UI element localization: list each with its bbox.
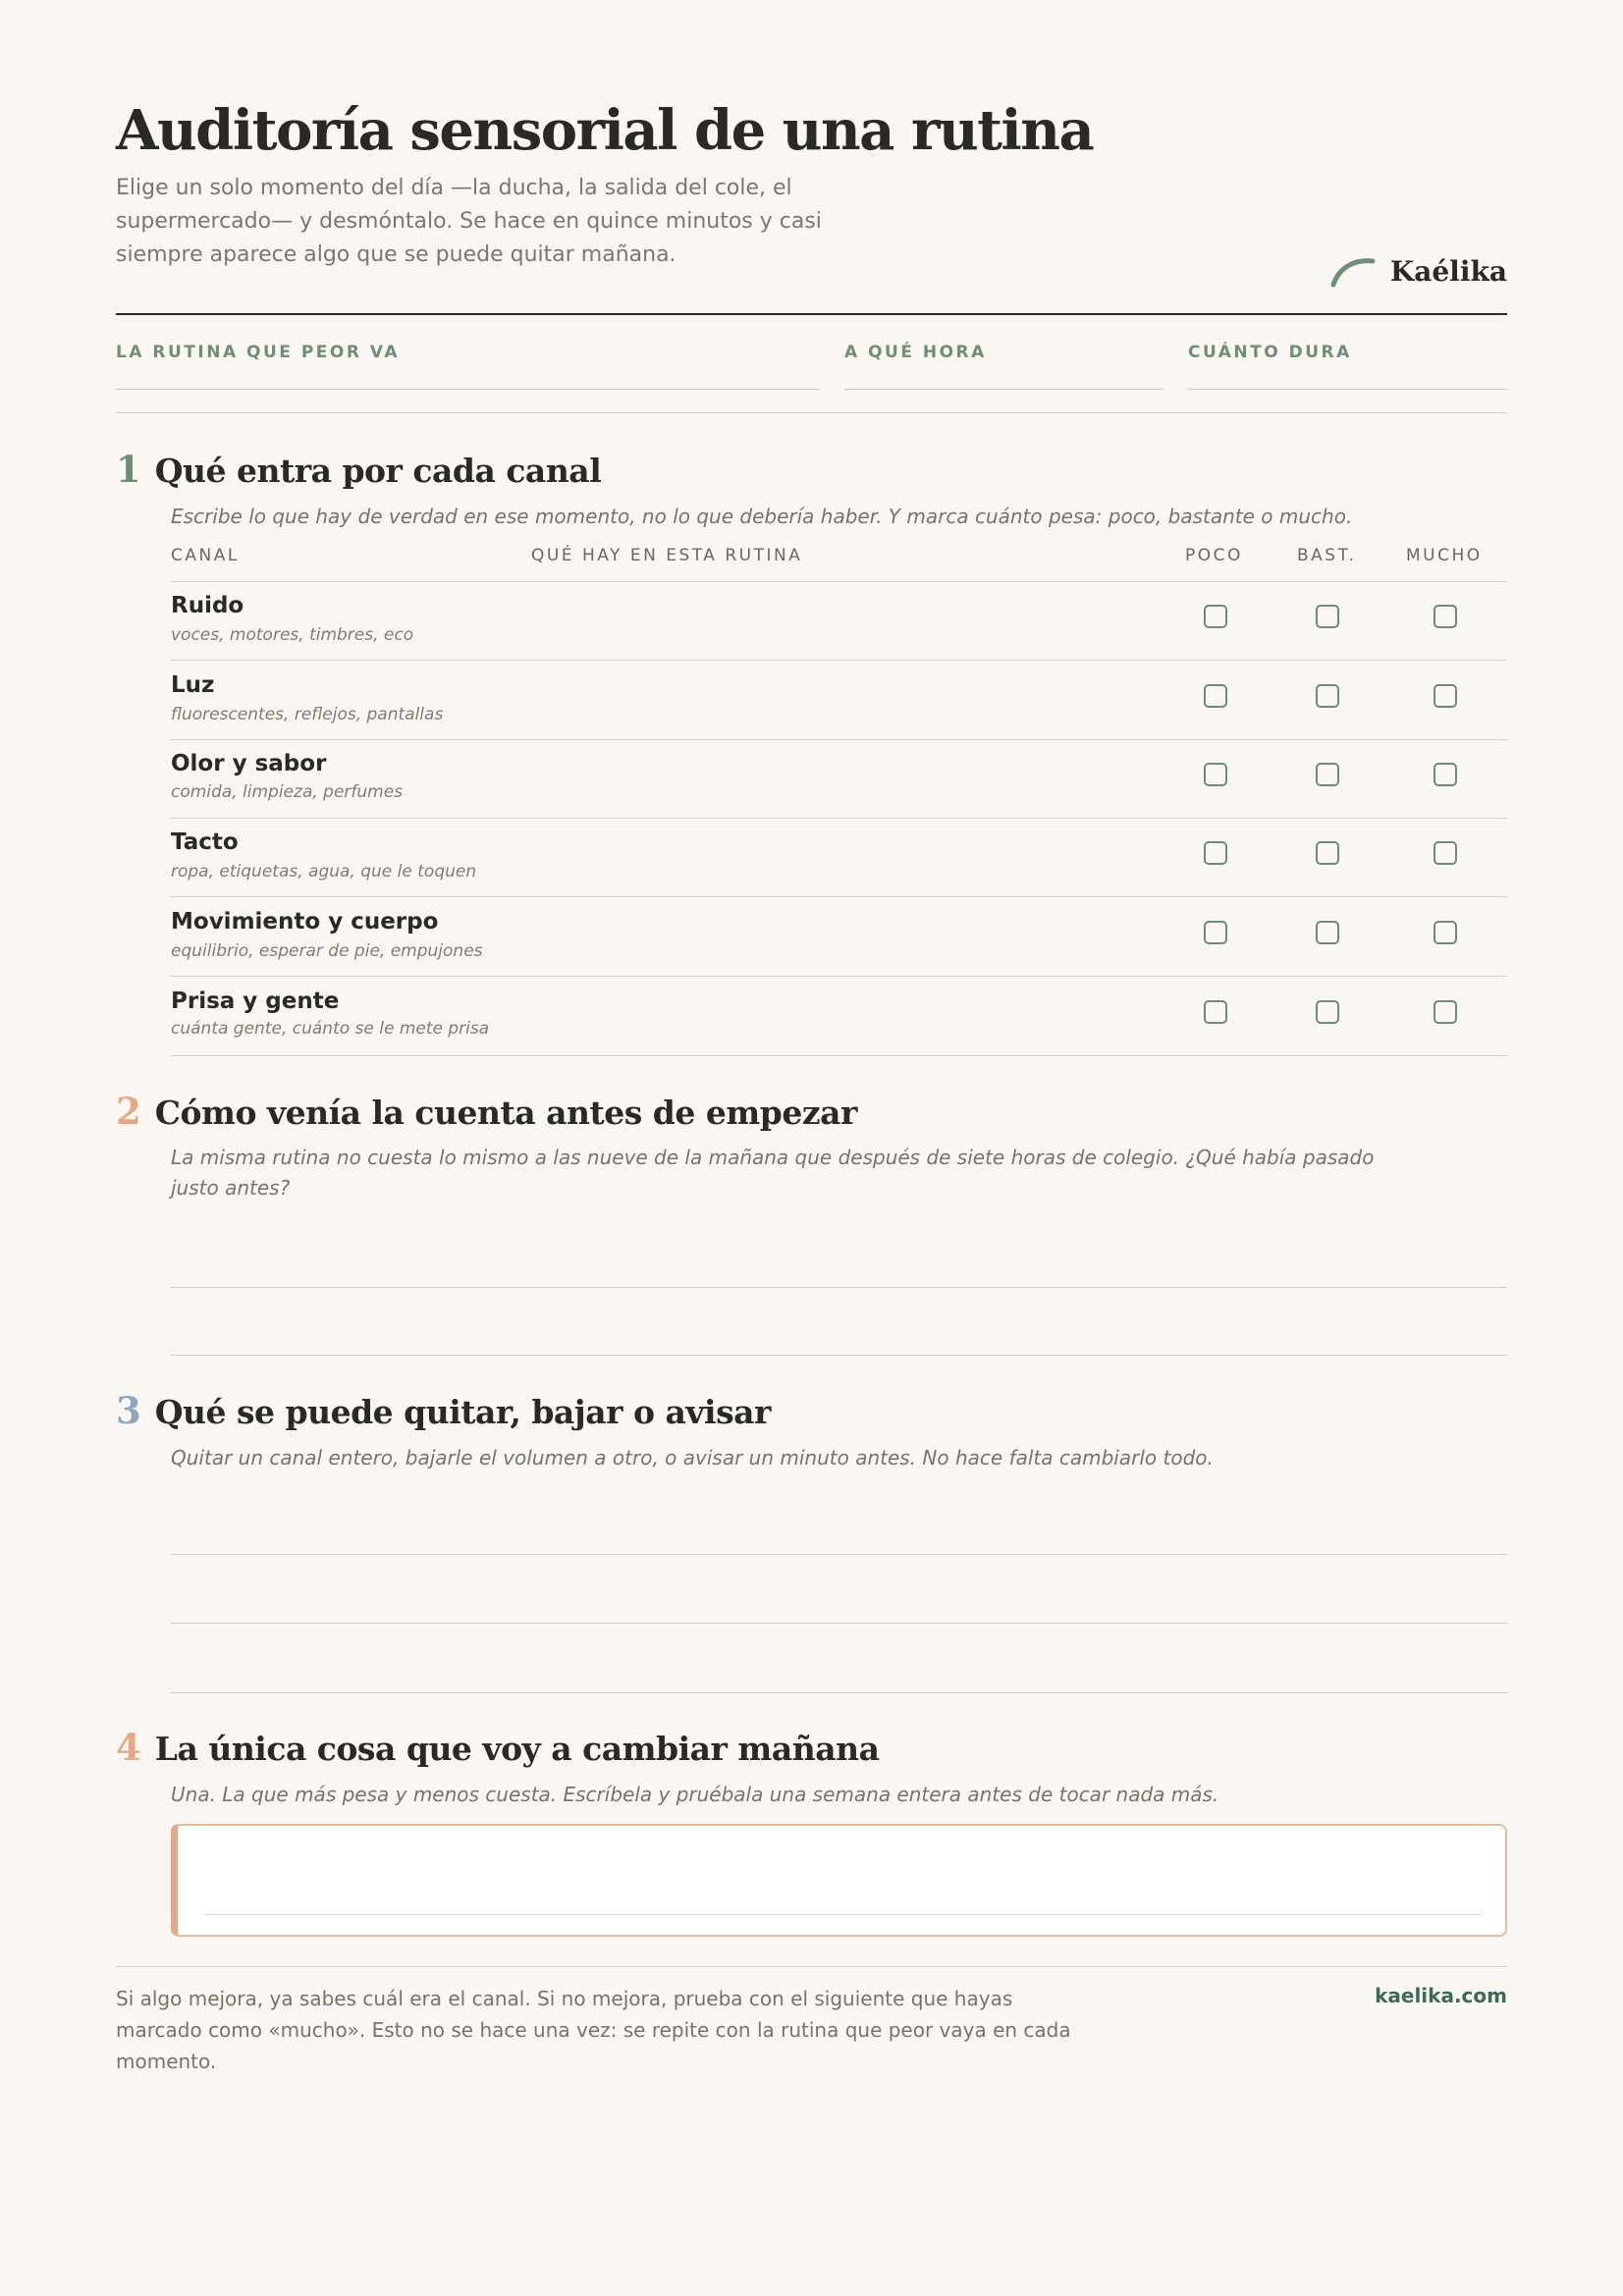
section-2-title: Cómo venía la cuenta antes de empezar [154, 1094, 857, 1132]
table-row-divider [171, 818, 1507, 819]
section-2-heading [116, 1090, 857, 1133]
section-4-number: 4 [116, 1726, 141, 1769]
section-1-heading [116, 448, 601, 491]
checkbox-movement-high[interactable] [1434, 921, 1457, 944]
section-2-description: La misma rutina no cuesta lo mismo a las nueve de la mañana que después de siete horas de colegio. ¿Qué había pasado justo antes? [171, 1146, 1375, 1200]
checkbox-touch-low[interactable] [1204, 841, 1227, 865]
section-2-number: 2 [116, 1090, 141, 1133]
page-title: Auditoría sensorial de una rutina [116, 98, 1094, 163]
intro-text: Elige un solo momento del día —la ducha, la salida del cole, el supermercado— y desmóntalo. Se hace en quince minutos y casi siempre aparece algo que se puede quitar mañana. [116, 176, 822, 267]
writing-line[interactable] [171, 1554, 1507, 1555]
checkbox-movement-low[interactable] [1204, 921, 1227, 944]
writing-line[interactable] [171, 1287, 1507, 1288]
row-hint-rush-people: cuánta gente, cuánto se le mete prisa [171, 1019, 490, 1039]
checkbox-light-low[interactable] [1204, 684, 1227, 708]
answer-writing-line [205, 1914, 1482, 1915]
writing-line[interactable] [171, 1623, 1507, 1624]
row-name-light: Luz [171, 672, 215, 698]
commitment-answer-box[interactable] [171, 1824, 1507, 1937]
checkbox-rush-people-mid[interactable] [1316, 1000, 1339, 1024]
table-row-divider [171, 1055, 1507, 1056]
section-4-title: La única cosa que voy a cambiar mañana [154, 1730, 880, 1768]
row-name-rush-people: Prisa y gente [171, 988, 340, 1014]
footer-website-link[interactable]: kaelika.com [1375, 1984, 1507, 2007]
table-row-divider [171, 739, 1507, 740]
row-name-movement: Movimiento y cuerpo [171, 909, 439, 934]
routine-field[interactable] [116, 389, 820, 390]
row-name-touch: Tacto [171, 829, 239, 855]
col-header-channel: CANAL [171, 546, 240, 565]
checkbox-noise-mid[interactable] [1316, 605, 1339, 628]
row-hint-smell-taste: comida, limpieza, perfumes [171, 782, 404, 802]
section-1-description: Escribe lo que hay de verdad en ese momento, no lo que debería haber. Y marca cuánto pesa: poco, bastante o mucho. [171, 505, 1353, 528]
row-name-smell-taste: Olor y sabor [171, 751, 327, 776]
brand-arc-icon [1329, 253, 1379, 289]
row-name-noise: Ruido [171, 593, 244, 618]
writing-line[interactable] [171, 1355, 1507, 1356]
checkbox-touch-mid[interactable] [1316, 841, 1339, 865]
table-row-divider [171, 976, 1507, 977]
table-row-divider [171, 660, 1507, 661]
footer-note: Si algo mejora, ya sabes cuál era el canal. Si no mejora, prueba con el siguiente que hayas marcado como «mucho». Esto no se hace una vez: se repite con la rutina que peor vaya en cada momento. [116, 1987, 1071, 2073]
section-3-heading [116, 1389, 771, 1432]
checkbox-smell-taste-low[interactable] [1204, 763, 1227, 786]
row-hint-touch: ropa, etiquetas, agua, que le toquen [171, 862, 477, 881]
writing-line[interactable] [171, 1692, 1507, 1693]
section-3-number: 3 [116, 1389, 141, 1432]
col-header-low: POCO [1185, 546, 1243, 565]
checkbox-noise-high[interactable] [1434, 605, 1457, 628]
table-row-divider [171, 896, 1507, 897]
checkbox-noise-low[interactable] [1204, 605, 1227, 628]
time-label: A QUÉ HORA [844, 343, 987, 362]
row-hint-noise: voces, motores, timbres, eco [171, 625, 414, 645]
section-3-title: Qué se puede quitar, bajar o avisar [154, 1393, 771, 1431]
col-header-high: MUCHO [1406, 546, 1483, 565]
brand-name: Kaélika [1389, 254, 1507, 288]
checkbox-light-high[interactable] [1434, 684, 1457, 708]
checkbox-smell-taste-high[interactable] [1434, 763, 1457, 786]
row-hint-light: fluorescentes, reflejos, pantallas [171, 705, 444, 724]
footer-divider [116, 1966, 1507, 1967]
section-4-description: Una. La que más pesa y menos cuesta. Escríbela y pruébala una semana entera antes de tocar nada más. [171, 1783, 1219, 1806]
checkbox-movement-mid[interactable] [1316, 921, 1339, 944]
row-hint-movement: equilibrio, esperar de pie, empujones [171, 941, 483, 961]
section-3-description: Quitar un canal entero, bajarle el volumen a otro, o avisar un minuto antes. No hace falta cambiarlo todo. [171, 1446, 1214, 1469]
time-field[interactable] [844, 389, 1163, 390]
checkbox-rush-people-low[interactable] [1204, 1000, 1227, 1024]
section-1-title: Qué entra por cada canal [154, 452, 602, 490]
checkbox-light-mid[interactable] [1316, 684, 1339, 708]
checkbox-touch-high[interactable] [1434, 841, 1457, 865]
section-4-heading [116, 1726, 879, 1769]
meta-divider [116, 412, 1507, 413]
checkbox-rush-people-high[interactable] [1434, 1000, 1457, 1024]
duration-label: CUÁNTO DURA [1188, 343, 1352, 362]
col-header-content: QUÉ HAY EN ESTA RUTINA [531, 546, 803, 565]
duration-field[interactable] [1188, 389, 1507, 390]
routine-label: LA RUTINA QUE PEOR VA [116, 343, 401, 362]
brand-logo [1329, 253, 1507, 289]
section-1-number: 1 [116, 448, 141, 491]
header-divider [116, 313, 1507, 315]
table-header-divider [171, 581, 1507, 582]
col-header-mid: BAST. [1297, 546, 1357, 565]
checkbox-smell-taste-mid[interactable] [1316, 763, 1339, 786]
